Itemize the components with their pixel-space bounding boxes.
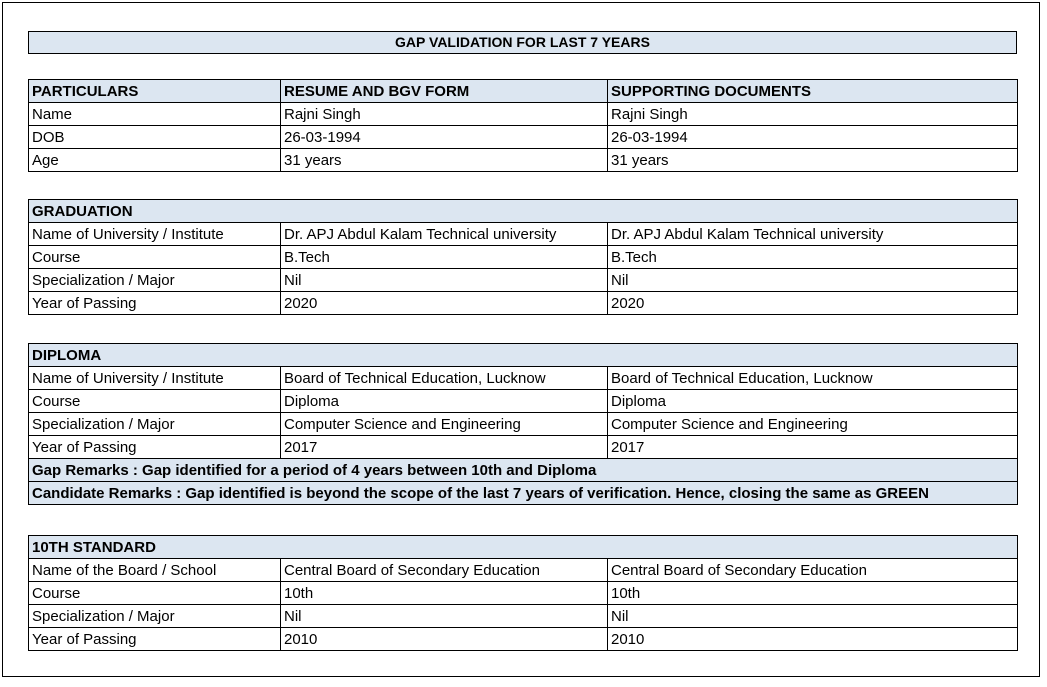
table-row [29,559,1018,582]
resume-value: B.Tech [281,246,608,269]
table-row [29,390,1018,413]
document-value: Diploma [608,390,1018,413]
resume-value: Nil [281,269,608,292]
table-row [29,103,1018,126]
section-heading: 10TH STANDARD [29,536,1018,559]
header-particulars: PARTICULARS [29,80,281,103]
graduation-table [28,199,1018,315]
document-value: 2017 [608,436,1018,459]
header-resume-bgv: RESUME AND BGV FORM [281,80,608,103]
document-value: Rajni Singh [608,103,1018,126]
resume-value: 2017 [281,436,608,459]
document-value: 26-03-1994 [608,126,1018,149]
resume-value: 10th [281,582,608,605]
document-value: 31 years [608,149,1018,172]
row-label: Year of Passing [29,628,281,651]
table-row [29,149,1018,172]
document-value: 2020 [608,292,1018,315]
row-label: Name [29,103,281,126]
table-row [29,367,1018,390]
document-value: Dr. APJ Abdul Kalam Technical university [608,223,1018,246]
resume-value: Central Board of Secondary Education [281,559,608,582]
document-value: 10th [608,582,1018,605]
candidate-remarks: Candidate Remarks : Gap identified is beyond the scope of the last 7 years of verification. Hence, closing the same as GREEN [29,482,1018,505]
section-heading-row [29,344,1018,367]
resume-value: Nil [281,605,608,628]
gap-remarks: Gap Remarks : Gap identified for a period of 4 years between 10th and Diploma [29,459,1018,482]
section-heading: GRADUATION [29,200,1018,223]
table-row [29,223,1018,246]
row-label: Name of University / Institute [29,223,281,246]
document-value: Board of Technical Education, Lucknow [608,367,1018,390]
resume-value: Computer Science and Engineering [281,413,608,436]
document-value: 2010 [608,628,1018,651]
table-row [29,582,1018,605]
table-row [29,246,1018,269]
page-title: GAP VALIDATION FOR LAST 7 YEARS [28,31,1017,54]
row-label: Specialization / Major [29,413,281,436]
row-label: Name of the Board / School [29,559,281,582]
section-heading: DIPLOMA [29,344,1018,367]
header-supporting-docs: SUPPORTING DOCUMENTS [608,80,1018,103]
tenth-standard-table [28,535,1018,651]
document-value: B.Tech [608,246,1018,269]
gap-remarks-row [29,459,1018,482]
row-label: Name of University / Institute [29,367,281,390]
resume-value: 2020 [281,292,608,315]
row-label: Year of Passing [29,292,281,315]
table-row [29,605,1018,628]
row-label: Course [29,390,281,413]
document-value: Nil [608,269,1018,292]
row-label: Specialization / Major [29,269,281,292]
document-value: Nil [608,605,1018,628]
document-value: Computer Science and Engineering [608,413,1018,436]
resume-value: Board of Technical Education, Lucknow [281,367,608,390]
row-label: Course [29,246,281,269]
resume-value: Rajni Singh [281,103,608,126]
diploma-table [28,343,1018,505]
row-label: Age [29,149,281,172]
table-row [29,269,1018,292]
table-header-row [29,80,1018,103]
row-label: DOB [29,126,281,149]
resume-value: Diploma [281,390,608,413]
row-label: Specialization / Major [29,605,281,628]
table-row [29,628,1018,651]
table-row [29,413,1018,436]
section-heading-row [29,200,1018,223]
document-value: Central Board of Secondary Education [608,559,1018,582]
resume-value: 31 years [281,149,608,172]
table-row [29,126,1018,149]
resume-value: 26-03-1994 [281,126,608,149]
resume-value: Dr. APJ Abdul Kalam Technical university [281,223,608,246]
row-label: Year of Passing [29,436,281,459]
table-row [29,292,1018,315]
table-row [29,436,1018,459]
section-heading-row [29,536,1018,559]
resume-value: 2010 [281,628,608,651]
row-label: Course [29,582,281,605]
personal-details-table [28,79,1018,172]
candidate-remarks-row [29,482,1018,505]
